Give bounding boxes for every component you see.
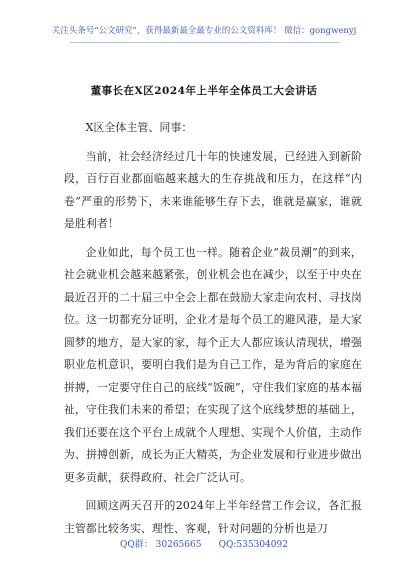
paragraph-1: 当前，社会经济经过几十年的快速发展，已经进入到新阶段，百行百业都面临越来越大的生存挑战和压力，在这样“内卷”严重的形势下，未来谁能够生存下去，谁就是赢家，谁就是胜利者！ [64,149,362,230]
salutation: X区全体主管、同事： [85,121,193,134]
paragraph-3: 回顾这两天召开的2024年上半年经营工作会议，各汇报主管都比较务实、理性、客观，针对问题的分析也是刀 [64,499,362,535]
header-promo-text: 关注头条号“公文研究”，获得最新最全最专业的公文资料库！ 微信：gongwenyj [51,26,357,36]
paragraph-2: 企业如此，每个员工也一样。随着企业“裁员潮”的到来，社会就业机会越来越紧张，创业机会也在减少，以至于中央在最近召开的二十届三中全会上都在鼓励大家走向农村、寻找岗位。这一切都充分证明，企业才是每个员工的避风港，是大家圆梦的地方，是大家的家，每个正大人都应该认清现状，增强职业危机意识，要明白我们是为自己工作，是为背后的家庭在拼搏，一定要守住自己的底线“饭碗”，守住我们家庭的基本福祉，守住我们未来的希望；在实现了这个底线梦想的基础上，我们还要在这个平台上成就个人理想、实现个人价值，主动作为、拼搏创新，成长为正大精英，为企业发展和行业进步做出更多贡献，获得政府、社会广泛认可。 [64,245,362,484]
document-title: 董事长在X区2024年上半年全体员工大会讲话 [90,85,318,97]
header-divider [70,42,340,43]
document-body [64,117,362,540]
footer-contact-text: QQ群： 30265665 QQ:535304092 [120,540,288,550]
